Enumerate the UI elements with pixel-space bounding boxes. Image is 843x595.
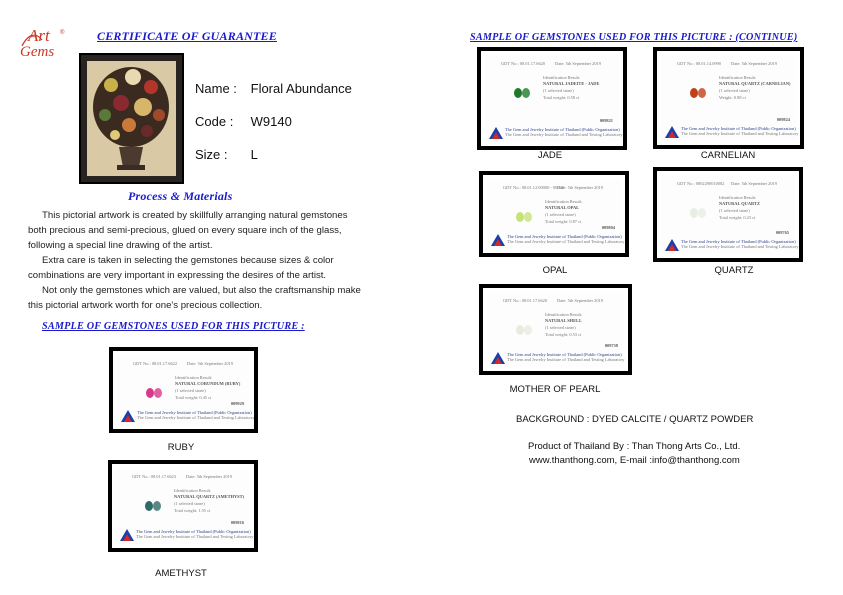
certificate-weight: Total weight: 0.23 ct — [719, 215, 756, 220]
logo-registered-mark: ® — [60, 30, 65, 36]
logo-line-2: Gems — [20, 44, 55, 60]
gem-stone-photo — [509, 83, 535, 101]
certificate-date: Date: 5th September 2019 — [555, 61, 601, 66]
gem-stone-photo — [140, 496, 166, 514]
logo-line-1: Art — [28, 26, 50, 45]
certificate-date: Date: 5th September 2019 — [731, 181, 777, 186]
gem-institute-logo-icon — [489, 127, 503, 139]
certificate-detail: (1 selected stone) — [174, 501, 205, 506]
certificate-weight: Total weight: 0.58 ct — [543, 95, 580, 100]
certificate-id-result: Identification Result: — [543, 75, 581, 80]
product-line: Product of Thailand By : Than Thong Arts Co., Ltd. — [528, 441, 741, 452]
certificate-date: Date: 5th September 2019 — [557, 298, 603, 303]
gem-caption: CARNELIAN — [700, 150, 756, 161]
gem-stone-photo — [511, 320, 537, 338]
certificate-detail: (1 selected stone) — [543, 88, 574, 93]
gem-caption: JADE — [537, 150, 563, 161]
certificate-institute: The Gem and Jewelry Institute of Thailand (Public Organization) — [137, 410, 252, 415]
certificate-title: CERTIFICATE OF GUARANTEE — [97, 29, 277, 43]
certificate-ref: 009929 — [230, 401, 244, 406]
gem-institute-logo-icon — [120, 529, 134, 541]
gem-institute-logo-icon — [665, 126, 679, 138]
certificate-result: NATURAL OPAL — [545, 205, 580, 210]
certificate-date: Date: 5th September 2019 — [186, 474, 232, 479]
size-value: L — [250, 147, 258, 162]
gem-stone-photo — [141, 383, 167, 401]
certificate-institute: The Gem and Jewelry Institute of Thailand (Public Organization) — [507, 234, 622, 239]
certificate-footer — [118, 529, 254, 542]
gem-institute-logo-icon — [121, 410, 135, 422]
gem-certificate — [109, 347, 258, 433]
certificate-date: Date: 5th September 2019 — [187, 361, 233, 366]
certificate-ref: 009765 — [775, 230, 789, 235]
gem-stone-photo — [685, 83, 711, 101]
certificate-footer — [663, 126, 799, 139]
certificate-id-result: Identification Result: — [174, 488, 212, 493]
certificate-weight: Total weight: 1.55 ct — [174, 508, 211, 513]
name-value: Floral Abundance — [250, 81, 352, 96]
certificate-result: NATURAL CORUNDUM (RUBY) — [175, 381, 241, 386]
certificate-footer — [487, 127, 623, 140]
name-row — [195, 81, 352, 96]
certificate-detail: (1 selected stone) — [175, 388, 206, 393]
contact-line: www.thanthong.com, E-mail :info@thanthong.com — [529, 455, 740, 466]
certificate-institute: The Gem and Jewelry Institute of Thailand (Public Organization) — [136, 529, 251, 534]
certificate-footer — [119, 410, 255, 423]
size-label: Size : — [195, 147, 228, 162]
certificate-result: NATURAL JADEITE - JADE — [543, 81, 600, 86]
certificate-id-result: Identification Result: — [545, 312, 583, 317]
certificate-gdt-number: GDT No.: 08.01.12.00000 - 00000 — [503, 185, 564, 190]
certificate-gdt-number: GDT No.: 08.01.17.6622 — [133, 361, 178, 366]
code-value: W9140 — [250, 114, 292, 129]
certificate-institute-sub: The Gem and Jewelry Institute of Thailand and Testing Laboratory — [136, 534, 254, 539]
gem-stone-photo — [685, 203, 711, 221]
gem-institute-logo-icon — [491, 352, 505, 364]
gem-caption: MOTHER OF PEARL — [509, 384, 601, 395]
certificate-footer — [489, 352, 625, 365]
certificate-detail: (1 selected stone) — [545, 325, 576, 330]
certificate-institute-sub: The Gem and Jewelry Institute of Thailand and Testing Laboratory — [681, 131, 799, 136]
certificate-gdt-number: GDT No.: 08.01.17.6620 — [501, 61, 546, 66]
certificate-detail: (1 selected stone) — [719, 208, 750, 213]
certificate-date: Date: 5th September 2019 — [557, 185, 603, 190]
certificate-gdt-number: GDT No.: 08.01.17.6620 — [503, 298, 548, 303]
certificate-weight: Total weight: 0.87 ct — [545, 219, 582, 224]
samples-title: SAMPLE OF GEMSTONES USED FOR THIS PICTURE : — [42, 321, 305, 332]
certificate-gdt-number: GDT No.: 0802290010002 — [677, 181, 725, 186]
gem-certificate — [653, 167, 803, 262]
code-label: Code : — [195, 114, 234, 129]
process-paragraph-2: Extra care is taken in selecting the gemstones because sizes & color combinations are very important in expressing the desires of the artist. — [28, 255, 334, 281]
certificate-weight: Total weight: 0.53 ct — [545, 332, 582, 337]
gem-certificate — [479, 284, 632, 375]
certificate-institute-sub: The Gem and Jewelry Institute of Thailand and Testing Laboratory — [681, 244, 799, 249]
process-paragraph-1: This pictorial artwork is created by skillfully arranging natural gemstones both precious and semi-precious, glued on every square inch of the glass, following a special line drawing of the artist. — [28, 210, 348, 251]
name-label: Name : — [195, 81, 237, 96]
art-gems-logo — [18, 26, 70, 62]
gem-institute-logo-icon — [491, 234, 505, 246]
gem-stone-photo — [511, 207, 537, 225]
certificate-id-result: Identification Result: — [175, 375, 213, 380]
process-text — [28, 208, 368, 313]
gem-certificate — [479, 171, 629, 257]
certificate-institute-sub: The Gem and Jewelry Institute of Thailand and Testing Laboratory — [507, 357, 625, 362]
certificate-result: NATURAL QUARTZ — [719, 201, 760, 206]
certificate-institute-sub: The Gem and Jewelry Institute of Thailand and Testing Laboratory — [137, 415, 255, 420]
artwork-image — [79, 53, 184, 184]
certificate-gdt-number: GDT No.: 08.01.17.6623 — [132, 474, 177, 479]
gem-certificate — [108, 460, 258, 552]
certificate-result: NATURAL QUARTZ (CARNELIAN) — [719, 81, 791, 86]
certificate-institute-sub: The Gem and Jewelry Institute of Thailand and Testing Laboratory — [507, 239, 625, 244]
certificate-footer — [489, 234, 625, 247]
certificate-ref: 009816 — [230, 520, 244, 525]
gem-institute-logo-icon — [665, 239, 679, 251]
gem-caption: OPAL — [542, 265, 568, 276]
certificate-institute: The Gem and Jewelry Institute of Thailand (Public Organization) — [681, 239, 796, 244]
code-row — [195, 114, 292, 129]
gem-certificate — [653, 47, 804, 149]
certificate-result: NATURAL SHELL — [545, 318, 582, 323]
certificate-institute: The Gem and Jewelry Institute of Thailand (Public Organization) — [681, 126, 796, 131]
background-line: BACKGROUND : DYED CALCITE / QUARTZ POWDER — [516, 414, 754, 425]
certificate-gdt-number: GDT No.: 08.01.14.0990 — [677, 61, 722, 66]
certificate-weight: Weight: 0.88 ct — [719, 95, 746, 100]
process-title: Process & Materials — [128, 189, 233, 203]
certificate-ref: 009824 — [776, 117, 790, 122]
certificate-id-result: Identification Result: — [719, 75, 757, 80]
size-row — [195, 147, 258, 162]
gem-caption: AMETHYST — [155, 568, 207, 579]
certificate-institute-sub: The Gem and Jewelry Institute of Thailand and Testing Laboratory — [505, 132, 623, 137]
certificate-weight: Total weight: 0.45 ct — [175, 395, 212, 400]
certificate-institute: The Gem and Jewelry Institute of Thailand (Public Organization) — [507, 352, 622, 357]
samples-continue-title: SAMPLE OF GEMSTONES USED FOR THIS PICTURE : (CONTINUE) — [470, 32, 798, 43]
certificate-footer — [663, 239, 799, 252]
certificate-institute: The Gem and Jewelry Institute of Thailand (Public Organization) — [505, 127, 620, 132]
certificate-result: NATURAL QUARTZ (AMETHYST) — [174, 494, 245, 499]
gem-certificate — [477, 47, 627, 150]
certificate-ref: 009804 — [601, 225, 615, 230]
certificate-detail: (1 selected stone) — [719, 88, 750, 93]
gem-caption: QUARTZ — [714, 265, 754, 276]
process-paragraph-3: Not only the gemstones which are valued, but also the craftsmanship make this pictorial artwork worth for one's precious collection. — [28, 285, 361, 311]
certificate-date: Date: 5th September 2019 — [731, 61, 777, 66]
certificate-id-result: Identification Result: — [719, 195, 757, 200]
gem-caption: RUBY — [167, 442, 195, 453]
certificate-ref: 009821 — [599, 118, 613, 123]
certificate-id-result: Identification Result: — [545, 199, 583, 204]
certificate-ref: 009758 — [604, 343, 618, 348]
certificate-detail: (1 selected stone) — [545, 212, 576, 217]
